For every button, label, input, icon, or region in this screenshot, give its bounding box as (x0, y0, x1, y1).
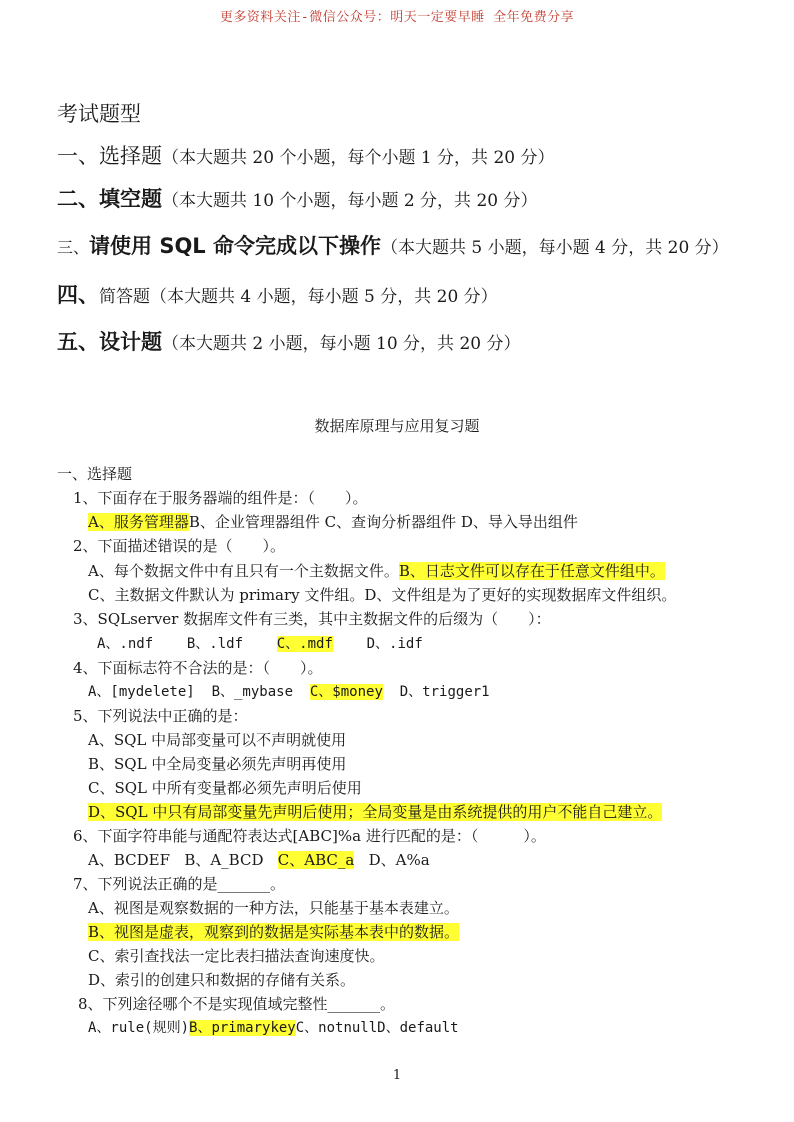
option-b: B、A_BCD (184, 851, 264, 869)
option-d: D、.idf (366, 636, 423, 652)
section-note: （本大题共 10 个小题，每小题 2 分，共 20 分） (162, 191, 538, 211)
question-2-options-cd: C、主数据文件默认为 primary 文件组。D、文件组是为了更好的实现数据库文件组织。 (88, 586, 677, 604)
exam-section-1 (57, 140, 555, 170)
answer-highlight: C、$money (309, 684, 383, 700)
question-4-stem: 4、下面标志符不合法的是：（ ）。 (73, 659, 323, 677)
question-3-options (97, 633, 423, 653)
answer-highlight: A、服务管理器 (88, 513, 189, 531)
option-a: A、rule(规则) (88, 1020, 190, 1036)
answer-highlight: C、.mdf (276, 636, 333, 652)
option-d: D、trigger1 (399, 684, 490, 700)
option-cd: C、notnullD、default (295, 1020, 459, 1036)
question-1-stem: 1、下面存在于服务器端的组件是：（ ）。 (73, 489, 368, 507)
question-5-option-b: B、SQL 中全局变量必须先声明再使用 (88, 755, 347, 773)
section-heading: 五、设计题 (57, 330, 162, 354)
option-a: A、每个数据文件中有且只有一个主数据文件。 (88, 562, 399, 580)
question-6-options (88, 849, 430, 870)
question-7-stem: 7、下列说法正确的是_______。 (73, 875, 286, 893)
option-a: A、.ndf (97, 636, 154, 652)
option-a: A、BCDEF (88, 851, 170, 869)
option-b: B、_mybase (211, 684, 294, 700)
question-1-options (88, 511, 578, 532)
exam-section-3 (57, 230, 729, 260)
question-5-stem: 5、下列说法中正确的是： (73, 707, 248, 725)
part-heading: 一、选择题 (57, 465, 133, 483)
question-5-option-a: A、SQL 中局部变量可以不声明就使用 (88, 731, 347, 749)
page-header-banner: 更多资料关注-微信公众号：明天一定要早睡 全年免费分享 (219, 10, 575, 25)
exam-types-title: 考试题型 (57, 102, 141, 126)
section-note: 简答题（本大题共 4 小题，每小题 5 分，共 20 分） (99, 287, 498, 307)
option-d: D、A%a (368, 851, 430, 869)
answer-highlight: B、日志文件可以存在于任意文件组中。 (398, 562, 665, 580)
section-note: （本大题共 2 小题，每小题 10 分，共 20 分） (162, 334, 521, 354)
question-3-stem: 3、SQLserver 数据库文件有三类，其中主数据文件的后缀为（ ）： (73, 610, 551, 628)
section-heading: 四、 (57, 283, 99, 307)
section-note: （本大题共 20 个小题，每个小题 1 分，共 20 分） (162, 148, 555, 168)
section-note: （本大题共 5 小题，每小题 4 分，共 20 分） (381, 238, 729, 258)
exam-section-5 (57, 326, 521, 356)
question-7-option-b (88, 921, 459, 942)
option-a: A、[mydelete] (88, 684, 195, 700)
section-heading: 二、填空题 (57, 187, 162, 211)
question-7-option-d: D、索引的创建只和数据的存储有关系。 (88, 971, 356, 989)
answer-highlight: B、primarykey (189, 1020, 296, 1036)
answer-highlight: C、ABC_a (277, 851, 355, 869)
exam-section-4 (57, 279, 498, 309)
question-8-options (88, 1017, 459, 1037)
question-6-stem: 6、下面字符串能与通配符表达式[ABC]%a 进行匹配的是：（ ）。 (73, 827, 546, 845)
answer-highlight: B、视图是虚表，观察到的数据是实际基本表中的数据。 (88, 923, 460, 941)
option-text: B、企业管理器组件 C、查询分析器组件 D、导入导出组件 (188, 513, 578, 531)
option-b: B、.ldf (186, 636, 244, 652)
question-8-stem: 8、下列途径哪个不是实现值域完整性_______。 (78, 995, 396, 1013)
section-heading: 请使用 SQL 命令完成以下操作 (89, 234, 381, 258)
page-number: 1 (392, 1068, 402, 1083)
section-heading: 一、选择题 (57, 144, 162, 168)
document-title: 数据库原理与应用复习题 (314, 417, 480, 435)
question-5-option-c: C、SQL 中所有变量都必须先声明后使用 (88, 779, 362, 797)
exam-section-2 (57, 183, 538, 213)
question-7-option-c: C、索引查找法一定比表扫描法查询速度快。 (88, 947, 385, 965)
question-2-stem: 2、下面描述错误的是（ ）。 (73, 537, 286, 555)
answer-highlight: D、SQL 中只有局部变量先声明后使用；全局变量是由系统提供的用户不能自己建立。 (88, 803, 663, 821)
question-5-option-d (88, 801, 662, 822)
section-number: 三、 (57, 238, 90, 257)
question-7-option-a: A、视图是观察数据的一种方法，只能基于基本表建立。 (88, 899, 459, 917)
question-2-options-ab (88, 560, 665, 581)
question-4-options (88, 681, 490, 701)
